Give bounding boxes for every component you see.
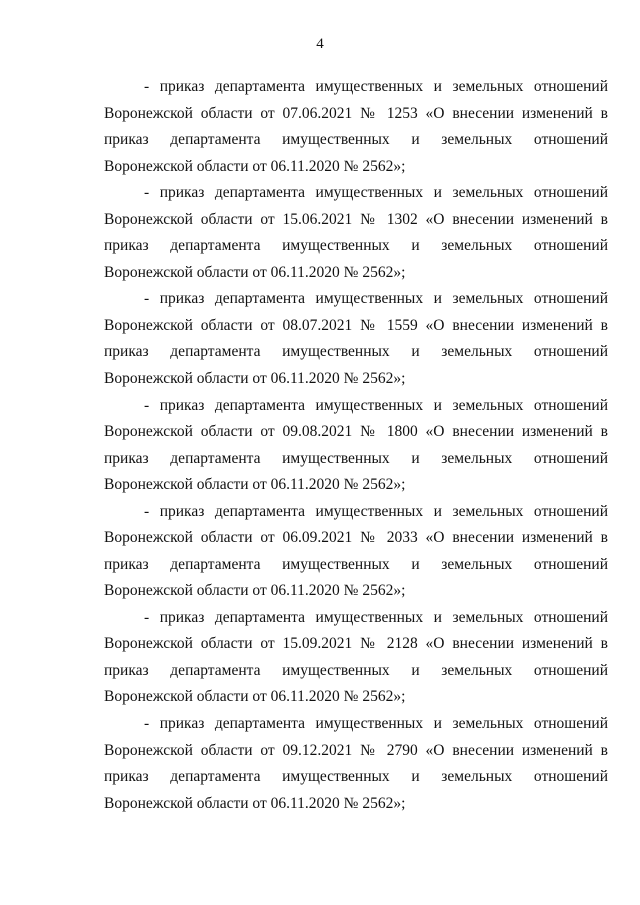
- list-item: - приказ департамента имущественных и земельных отношений Воронежской области от 15.09.2021 № 2128 «О внесении изменений в приказ департамента имущественных и земельных отношений Воронежской области от 06.11.2020 № 2562»;: [104, 608, 608, 706]
- list-item: - приказ департамента имущественных и земельных отношений Воронежской области от 08.07.2021 № 1559 «О внесении изменений в приказ департамента имущественных и земельных отношений Воронежской области от 06.11.2020 № 2562»;: [104, 290, 608, 387]
- list-item: - приказ департамента имущественных и земельных отношений Воронежской области от 06.09.2021 № 2033 «О внесении изменений в приказ департамента имущественных и земельных отношений Воронежской области от 06.11.2020 № 2562»;: [104, 502, 608, 600]
- order-list: [104, 74, 608, 817]
- list-item: - приказ департамента имущественных и земельных отношений Воронежской области от 09.08.2021 № 1800 «О внесении изменений в приказ департамента имущественных и земельных отношений Воронежской области от 06.11.2020 № 2562»;: [104, 396, 608, 494]
- list-item: - приказ департамента имущественных и земельных отношений Воронежской области от 09.12.2021 № 2790 «О внесении изменений в приказ департамента имущественных и земельных отношений Воронежской области от 06.11.2020 № 2562»;: [104, 715, 608, 812]
- list-item: - приказ департамента имущественных и земельных отношений Воронежской области от 15.06.2021 № 1302 «О внесении изменений в приказ департамента имущественных и земельных отношений Воронежской области от 06.11.2020 № 2562»;: [104, 184, 608, 281]
- page-number: 4: [316, 36, 324, 52]
- list-item: - приказ департамента имущественных и земельных отношений Воронежской области от 07.06.2021 № 1253 «О внесении изменений в приказ департамента имущественных и земельных отношений Воронежской области от 06.11.2020 № 2562»;: [104, 78, 608, 175]
